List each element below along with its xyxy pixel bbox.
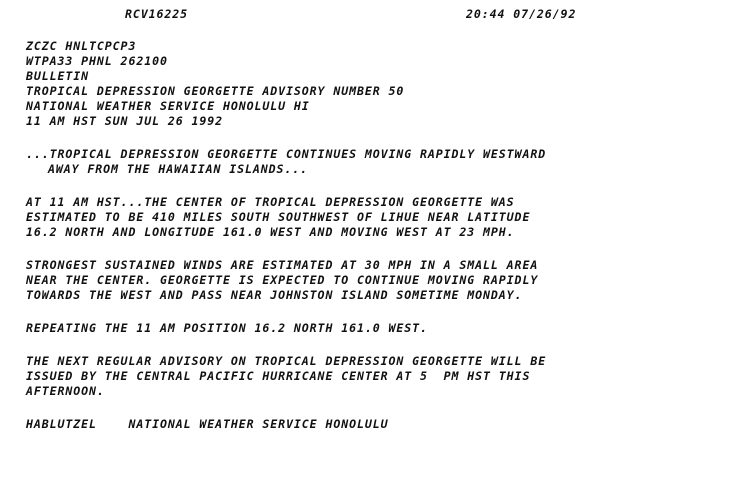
header-line: BULLETIN bbox=[26, 69, 90, 83]
paragraph-line: REPEATING THE 11 AM POSITION 16.2 NORTH 161.0 WEST. bbox=[26, 321, 428, 335]
advisory-title: TROPICAL DEPRESSION GEORGETTE ADVISORY NUMBER 50 bbox=[26, 84, 405, 98]
paragraph-line: AT 11 AM HST...THE CENTER OF TROPICAL DEPRESSION GEORGETTE WAS bbox=[26, 195, 515, 209]
paragraph-line: 16.2 NORTH AND LONGITUDE 161.0 WEST AND MOVING WEST AT 23 MPH. bbox=[26, 225, 515, 239]
paragraph-line: STRONGEST SUSTAINED WINDS ARE ESTIMATED AT 30 MPH IN A SMALL AREA bbox=[26, 258, 539, 272]
receive-datetime: 20:44 07/26/92 bbox=[466, 7, 577, 21]
paragraph-line: AFTERNOON. bbox=[26, 384, 105, 398]
paragraph-line: ISSUED BY THE CENTRAL PACIFIC HURRICANE CENTER AT 5 PM HST THIS bbox=[26, 369, 531, 383]
paragraph-line: TOWARDS THE WEST AND PASS NEAR JOHNSTON ISLAND SOMETIME MONDAY. bbox=[26, 288, 523, 302]
signature-line: HABLUTZEL NATIONAL WEATHER SERVICE HONOLULU bbox=[26, 417, 389, 431]
receive-id: RCV16225 bbox=[125, 7, 189, 21]
paragraph-line: THE NEXT REGULAR ADVISORY ON TROPICAL DEPRESSION GEORGETTE WILL BE bbox=[26, 354, 547, 368]
headline-line: ...TROPICAL DEPRESSION GEORGETTE CONTINUES MOVING RAPIDLY WESTWARD bbox=[26, 147, 547, 161]
header-line: ZCZC HNLTCPCP3 bbox=[26, 39, 137, 53]
issuing-office: NATIONAL WEATHER SERVICE HONOLULU HI bbox=[26, 99, 310, 113]
paragraph-line: NEAR THE CENTER. GEORGETTE IS EXPECTED TO CONTINUE MOVING RAPIDLY bbox=[26, 273, 539, 287]
paragraph-line: ESTIMATED TO BE 410 MILES SOUTH SOUTHWEST OF LIHUE NEAR LATITUDE bbox=[26, 210, 531, 224]
issue-time: 11 AM HST SUN JUL 26 1992 bbox=[26, 114, 224, 128]
headline-line: AWAY FROM THE HAWAIIAN ISLANDS... bbox=[48, 162, 309, 176]
header-line: WTPA33 PHNL 262100 bbox=[26, 54, 168, 68]
